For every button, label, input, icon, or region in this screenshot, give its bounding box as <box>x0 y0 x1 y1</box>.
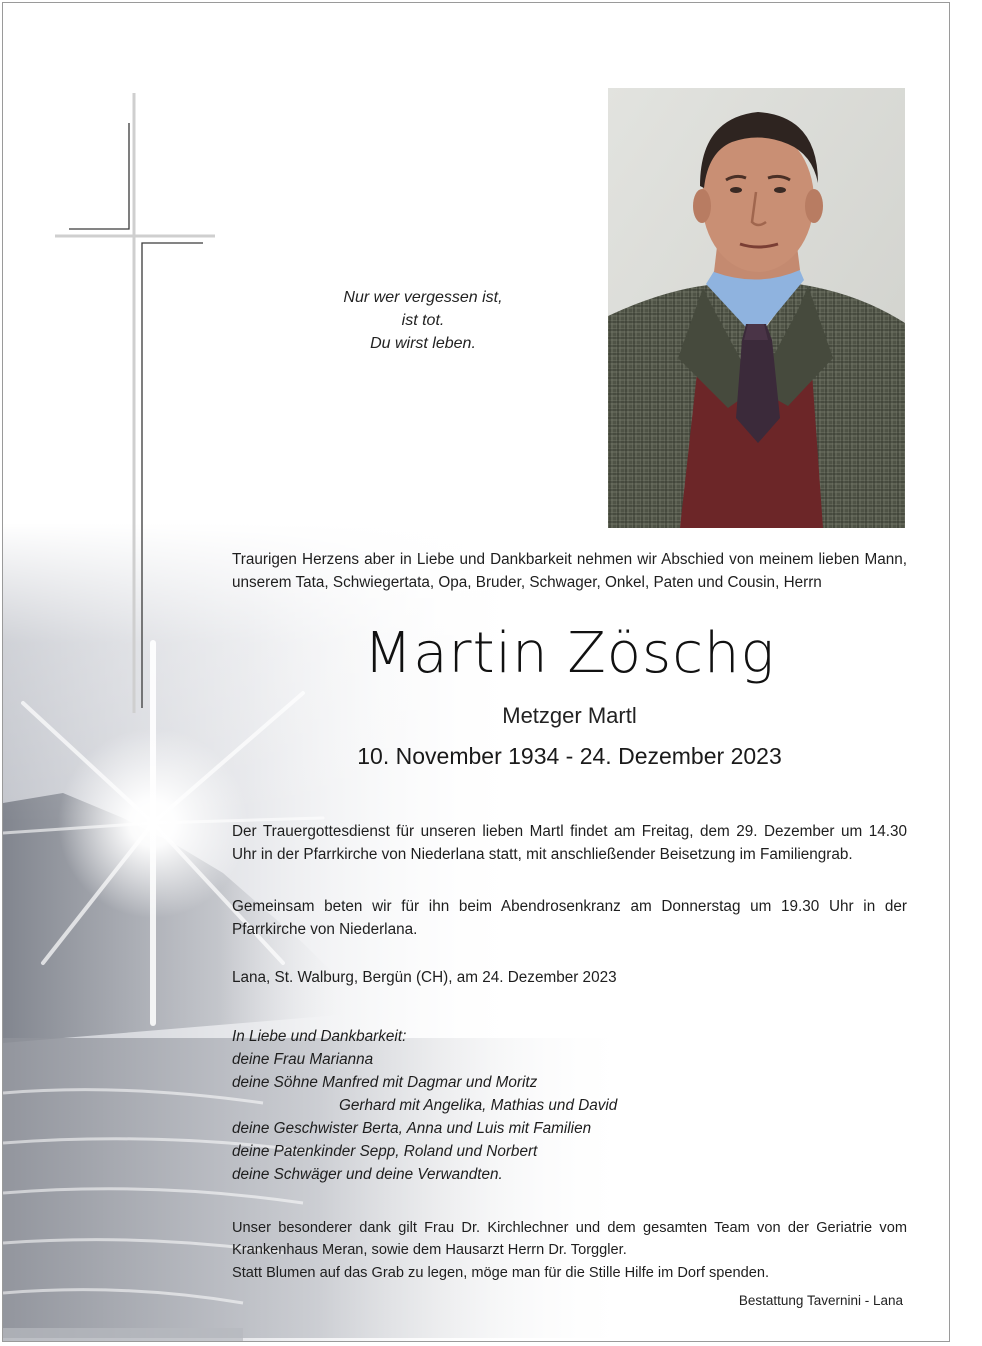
donation-note: Statt Blumen auf das Grab zu legen, möge man für die Stille Hilfe im Dorf spenden. <box>232 1265 769 1281</box>
obituary-card <box>2 2 950 1342</box>
mourner-line: deine Söhne Manfred mit Dagmar und Moritz <box>232 1074 538 1091</box>
mourner-line: deine Geschwister Berta, Anna und Luis mit Familien <box>232 1120 592 1137</box>
mourner-line: deine Patenkinder Sepp, Roland und Norbert <box>232 1143 538 1160</box>
place-date: Lana, St. Walburg, Bergün (CH), am 24. Dezember 2023 <box>232 969 617 986</box>
deceased-nickname: Metzger Martl <box>502 703 637 728</box>
deceased-name: Martin Zöschg <box>363 621 776 686</box>
portrait-illustration <box>608 88 905 528</box>
funeral-service-paragraph: Der Trauergottesdienst für unseren lieben Martl findet am Freitag, dem 29. Dezember um 14.30 Uhr in der Pfarrkirche von Niederlana statt, mit anschließender Beisetzung im Familiengrab. <box>232 823 907 863</box>
intro-paragraph: Traurigen Herzens aber in Liebe und Dankbarkeit nehmen wir Abschied von meinem lieben Mann, unserem Tata, Schwiegertata, Opa, Bruder, Schwager, Onkel, Paten und Cousin, Herrn <box>232 551 907 591</box>
mourner-line: deine Frau Marianna <box>232 1051 374 1068</box>
mourner-line: deine Schwäger und deine Verwandten. <box>232 1166 503 1183</box>
mourner-line: Gerhard mit Angelika, Mathias und David <box>339 1097 618 1114</box>
mourners-list <box>232 1025 907 1186</box>
life-dates: 10. November 1934 - 24. Dezember 2023 <box>357 743 782 769</box>
rosary-paragraph: Gemeinsam beten wir für ihn beim Abendrosenkranz am Donnerstag um 19.30 Uhr in der Pfarrkirche von Niederlana. <box>232 898 907 938</box>
funeral-home: Bestattung Tavernini - Lana <box>738 1293 903 1308</box>
quote-line: ist tot. <box>401 312 445 329</box>
thanks-paragraph: Unser besonderer dank gilt Frau Dr. Kirchlechner und dem gesamten Team von der Geriatrie vom Krankenhaus Meran, sowie dem Hausarzt Herrn Dr. Torggler. <box>232 1220 907 1258</box>
cross-icon <box>3 3 233 723</box>
quote-line: Du wirst leben. <box>370 335 476 352</box>
portrait-photo <box>608 88 905 528</box>
memorial-quote <box>303 286 543 355</box>
mourners-heading: In Liebe und Dankbarkeit: <box>232 1028 407 1045</box>
quote-line: Nur wer vergessen ist, <box>343 289 503 306</box>
